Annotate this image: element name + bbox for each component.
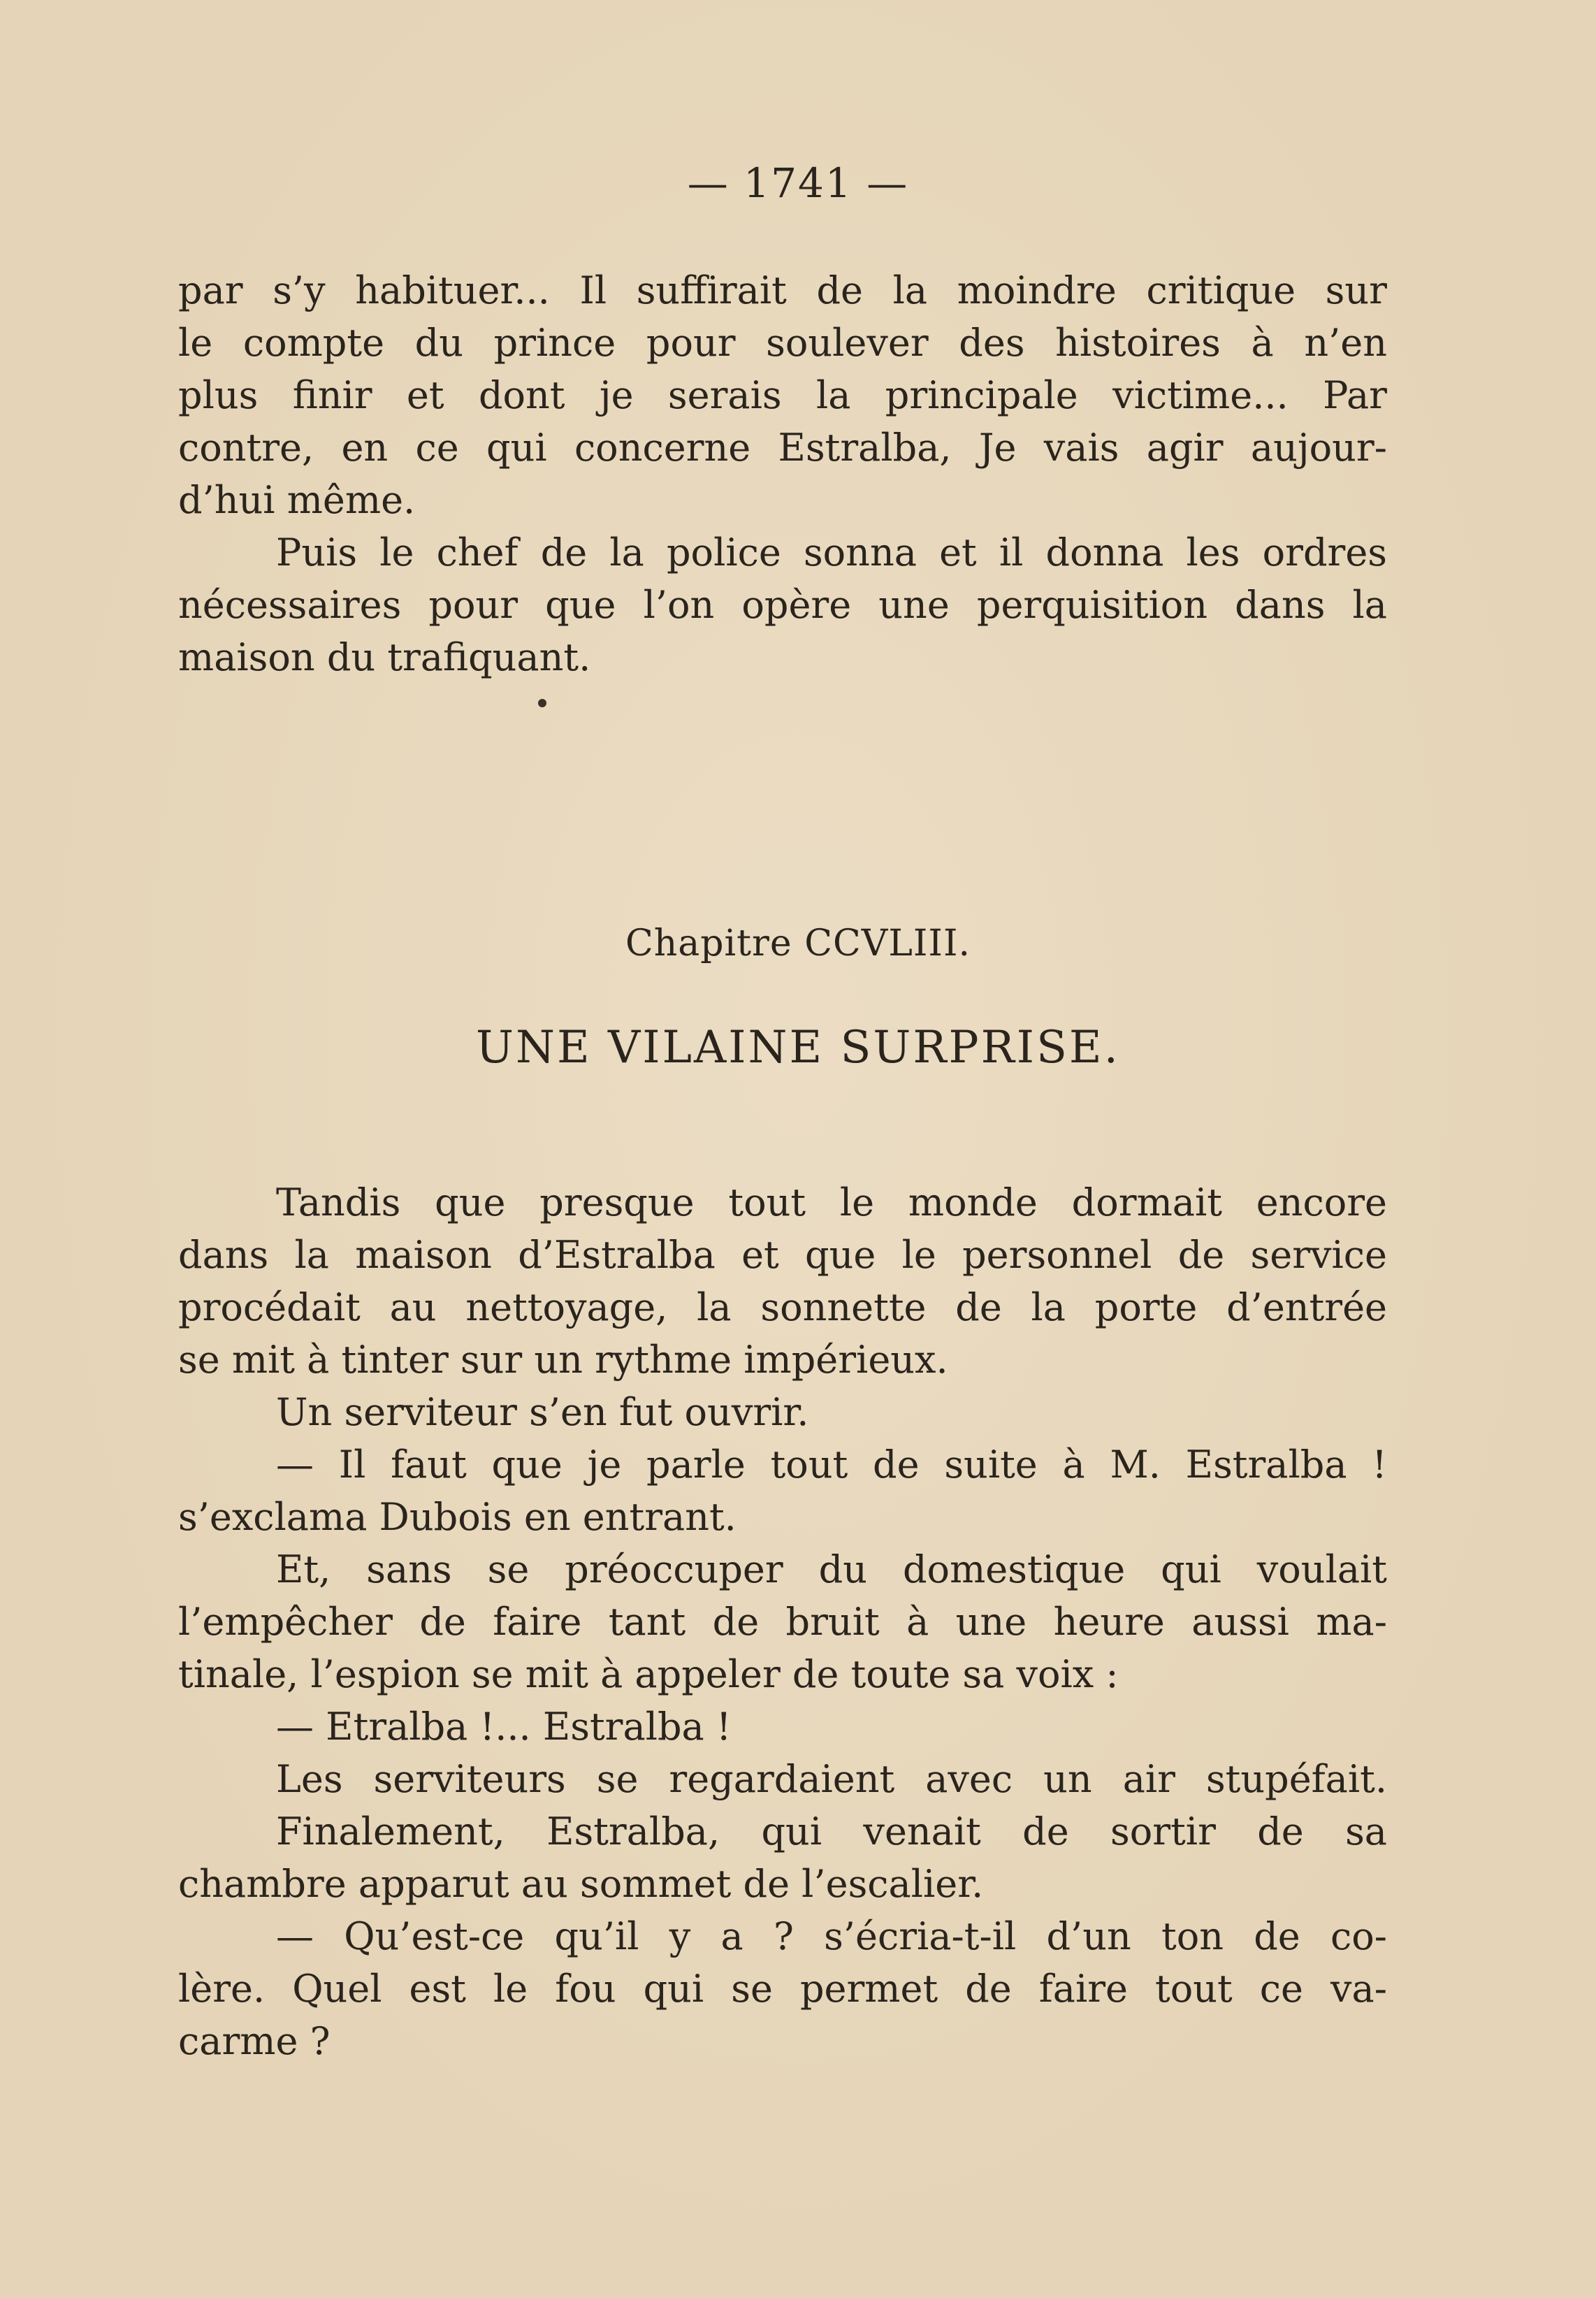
- chapter-title: UNE VILAINE SURPRISE.: [476, 1022, 1120, 1074]
- text-line: se mit à tinter sur un rythme impérieux.: [178, 1338, 948, 1382]
- text-line: Tandis que presque tout le monde dormait encore: [276, 1180, 1387, 1224]
- chapter-label: Chapitre CCVLIII.: [625, 923, 971, 964]
- section-separator-dot: [538, 699, 546, 707]
- text-line: — Il faut que je parle tout de suite à M. Estralba !: [276, 1443, 1387, 1487]
- text-block-before-chapter: [178, 264, 1387, 684]
- text-line: nécessaires pour que l’on opère une perquisition dans la: [178, 583, 1387, 627]
- text-line: s’exclama Dubois en entrant.: [178, 1495, 737, 1539]
- text-line: plus finir et dont je serais la principale victime... Par: [178, 373, 1387, 417]
- text-line: l’empêcher de faire tant de bruit à une heure aussi ma-: [178, 1600, 1387, 1644]
- page-number: — 1741 —: [687, 159, 909, 207]
- text-line: Un serviteur s’en fut ouvrir.: [276, 1390, 809, 1434]
- text-line: Et, sans se préoccuper du domestique qui voulait: [276, 1547, 1387, 1591]
- text-line: le compte du prince pour soulever des histoires à n’en: [178, 321, 1387, 365]
- text-line: Finalement, Estralba, qui venait de sortir de sa: [276, 1809, 1387, 1853]
- text-line: Les serviteurs se regardaient avec un air stupéfait.: [276, 1757, 1387, 1801]
- text-line: par s’y habituer... Il suffirait de la moindre critique sur: [178, 268, 1387, 312]
- text-line: d’hui même.: [178, 478, 416, 522]
- text-line: — Qu’est-ce qu’il y a ? s’écria-t-il d’un ton de co-: [276, 1914, 1387, 1958]
- text-block-after-chapter: [178, 1176, 1387, 2067]
- text-line: lère. Quel est le fou qui se permet de faire tout ce va-: [178, 1967, 1387, 2011]
- text-line: chambre apparut au sommet de l’escalier.: [178, 1862, 984, 1906]
- text-line: — Etralba !... Estralba !: [276, 1705, 732, 1749]
- text-line: contre, en ce qui concerne Estralba, Je vais agir aujour-: [178, 426, 1387, 470]
- text-line: maison du trafiquant.: [178, 635, 591, 679]
- text-line: dans la maison d’Estralba et que le personnel de service: [178, 1233, 1387, 1277]
- text-line: Puis le chef de la police sonna et il donna les ordres: [276, 530, 1387, 574]
- text-line: carme ?: [178, 2019, 331, 2063]
- text-line: procédait au nettoyage, la sonnette de la porte d’entrée: [178, 1285, 1387, 1329]
- text-line: tinale, l’espion se mit à appeler de toute sa voix :: [178, 1652, 1119, 1696]
